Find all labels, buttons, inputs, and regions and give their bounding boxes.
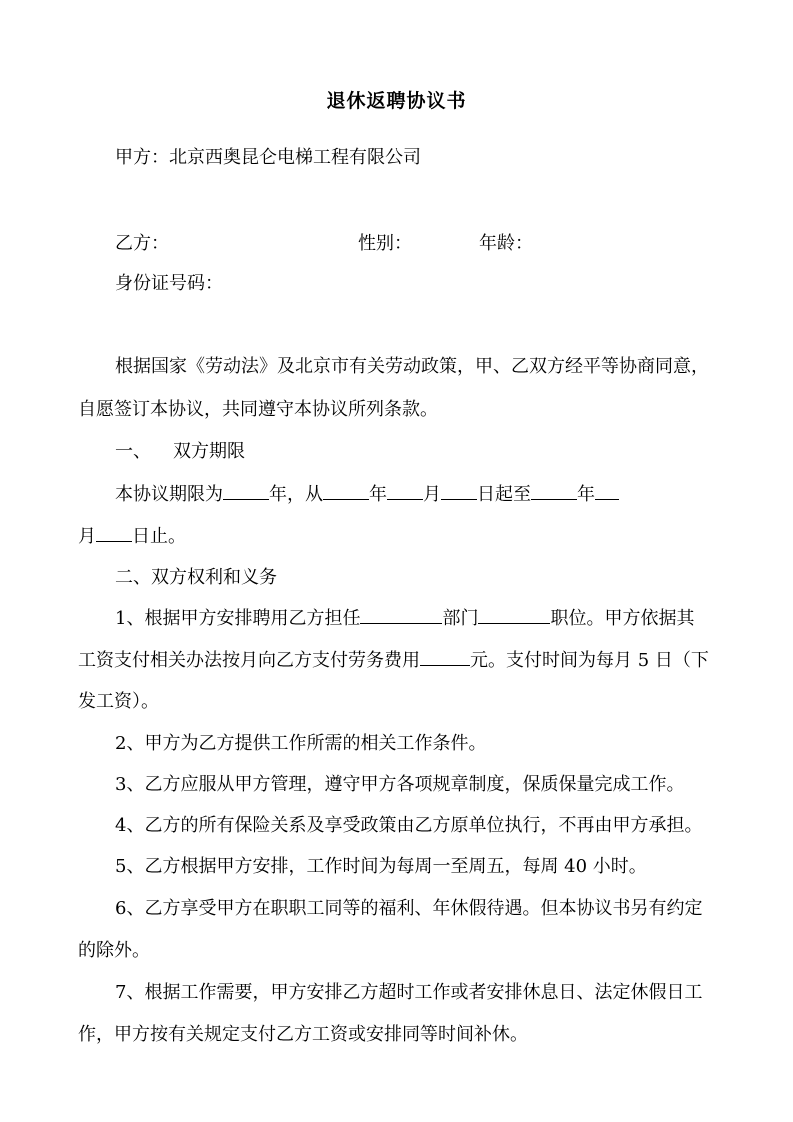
party-b-label: 乙方： bbox=[115, 233, 169, 254]
age-label: 年龄： bbox=[479, 233, 533, 254]
blank-end-month-a bbox=[595, 482, 619, 500]
term-from: 年，从 bbox=[269, 484, 323, 505]
term-month: 月 bbox=[423, 484, 441, 505]
clause-1-line-2 bbox=[78, 648, 709, 673]
blank-position bbox=[478, 606, 550, 624]
term-year: 年 bbox=[369, 484, 387, 505]
blank-end-day bbox=[96, 524, 132, 542]
clause-7-line-2: 作，甲方按有关规定支付乙方工资或安排同等时间补休。 bbox=[78, 1024, 528, 1045]
clause-6-line-1: 6、乙方享受甲方在职职工同等的福利、年休假待遇。但本协议书另有约定 bbox=[115, 898, 703, 919]
party-a: 甲方：北京西奥昆仑电梯工程有限公司 bbox=[115, 147, 421, 168]
clause-1-a: 1、根据甲方安排聘用乙方担任 bbox=[115, 608, 361, 629]
section-1-heading bbox=[115, 440, 245, 464]
term-to: 日起至 bbox=[477, 484, 531, 505]
id-number-label: 身份证号码： bbox=[115, 273, 223, 294]
clause-3: 3、乙方应服从甲方管理，遵守甲方各项规章制度，保质保量完成工作。 bbox=[115, 774, 685, 795]
document-title: 退休返聘协议书 bbox=[326, 90, 467, 112]
term-prefix: 本协议期限为 bbox=[115, 484, 223, 505]
blank-start-month bbox=[387, 482, 423, 500]
term-end-year: 年 bbox=[577, 484, 595, 505]
clause-2: 2、甲方为乙方提供工作所需的相关工作条件。 bbox=[115, 733, 487, 754]
blank-start-year bbox=[323, 482, 369, 500]
blank-years bbox=[223, 482, 269, 500]
term-end-month: 月 bbox=[78, 526, 96, 547]
clause-5: 5、乙方根据甲方安排，工作时间为每周一至周五，每周 40 小时。 bbox=[115, 856, 647, 877]
clause-1-line-1 bbox=[115, 606, 694, 631]
blank-fee bbox=[420, 648, 470, 666]
clause-1-e: 元。支付时间为每月 5 日（下 bbox=[470, 650, 709, 671]
term-line-2 bbox=[78, 524, 186, 549]
section-1-title: 双方期限 bbox=[173, 441, 245, 462]
clause-1-b: 部门 bbox=[442, 608, 479, 629]
clause-7-line-1: 7、根据工作需要，甲方安排乙方超时工作或者安排休息日、法定休假日工 bbox=[115, 982, 703, 1003]
clause-1-d: 工资支付相关办法按月向乙方支付劳务费用 bbox=[78, 650, 420, 671]
clause-1-c: 职位。甲方依据其 bbox=[550, 608, 695, 629]
term-end: 日止。 bbox=[132, 526, 186, 547]
term-line-1 bbox=[115, 482, 619, 507]
gender-label: 性别： bbox=[358, 233, 412, 254]
section-1-number: 一、 bbox=[115, 441, 151, 462]
section-2-heading: 二、双方权利和义务 bbox=[115, 567, 277, 588]
clause-4: 4、乙方的所有保险关系及享受政策由乙方原单位执行，不再由甲方承担。 bbox=[115, 815, 703, 836]
blank-start-day bbox=[441, 482, 477, 500]
blank-end-year bbox=[531, 482, 577, 500]
intro-line-2: 自愿签订本协议，共同遵守本协议所列条款。 bbox=[78, 399, 438, 420]
intro-line-1: 根据国家《劳动法》及北京市有关劳动政策，甲、乙双方经平等协商同意， bbox=[115, 356, 709, 377]
clause-6-line-2: 的除外。 bbox=[78, 940, 150, 961]
blank-department bbox=[360, 606, 442, 624]
clause-1-line-3: 发工资）。 bbox=[78, 691, 159, 712]
